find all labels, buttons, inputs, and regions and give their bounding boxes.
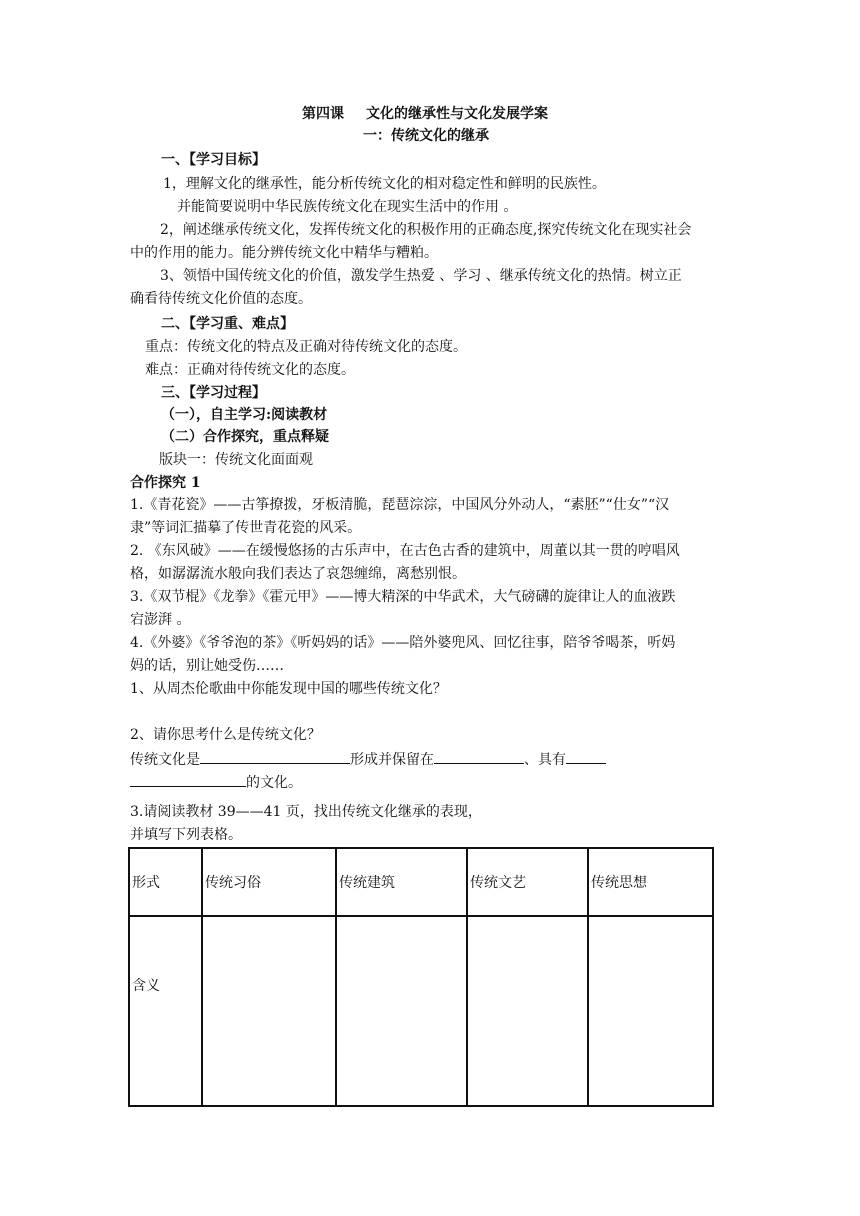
table-row (129, 916, 713, 1106)
page-subtitle: 一：传统文化的继承 (363, 128, 489, 144)
inquiry-heading: 合作探究 1 (130, 475, 201, 491)
page-title: 文化的继承性与文化发展学案 (366, 106, 548, 122)
table-header-cell: 传统文艺 (467, 848, 588, 916)
inquiry-line: 1.《青花瓷》——古筝撩拨，牙板清脆，琵琶淙淙，中国风分外动人，“素胚”“仕女”“汉 (130, 497, 670, 513)
question-2: 2、请你思考什么是传统文化？ (130, 727, 321, 743)
fill-blank-3[interactable] (566, 749, 606, 764)
inquiry-line: 隶”等词汇描摹了传世青花瓷的风采。 (130, 520, 362, 536)
inquiry-line: 宕澎湃 。 (130, 612, 191, 628)
fill-in-line-2 (130, 772, 302, 793)
table-empty-cell[interactable] (202, 916, 336, 1106)
goals-line: 并能简要说明中华民族传统文化在现实生活中的作用 。 (177, 199, 518, 215)
fill-text-d: 的文化。 (246, 775, 302, 791)
fill-blank-4[interactable] (130, 772, 246, 787)
goals-heading: 一、【学习目标】 (161, 152, 266, 168)
focus-key: 重点：传统文化的特点及正确对待传统文化的态度。 (145, 339, 467, 355)
tradition-table (128, 847, 714, 1107)
table-header-cell: 形式 (129, 848, 202, 916)
lesson-label: 第四课 (302, 106, 344, 122)
table-header-cell: 传统建筑 (336, 848, 467, 916)
question-3: 3.请阅读教材 39——41 页，找出传统文化继承的表现， (130, 804, 482, 820)
fill-blank-1[interactable] (200, 749, 350, 764)
process-step-2: （二）合作探究，重点释疑 (161, 429, 329, 445)
inquiry-line: 2. 《东风破》——在缓慢悠扬的古乐声中，在古色古香的建筑中，周董以其一贯的哼唱风 (130, 543, 680, 559)
table-empty-cell[interactable] (467, 916, 588, 1106)
table-header-cell: 传统思想 (588, 848, 713, 916)
fill-in-line-1 (130, 749, 606, 770)
focus-heading: 二、【学习重、难点】 (161, 316, 294, 332)
goals-line: 3、领悟中国传统文化的价值，激发学生热爱 、学习 、继承传统文化的热情。树立正 (160, 268, 682, 284)
fill-text-a: 传统文化是 (130, 752, 200, 768)
fill-text-b: 形成并保留在 (350, 752, 434, 768)
goals-line: 1，理解文化的继承性，能分析传统文化的相对稳定性和鲜明的民族性。 (163, 176, 606, 192)
module-heading: 版块一：传统文化面面观 (159, 452, 313, 468)
table-empty-cell[interactable] (588, 916, 713, 1106)
focus-difficult: 难点：正确对待传统文化的态度。 (145, 362, 355, 378)
inquiry-line: 4.《外婆》《爷爷泡的茶》《听妈妈的话》——陪外婆兜风、回忆往事，陪爷爷喝茶，听妈 (130, 635, 676, 651)
question-1: 1、从周杰伦歌曲中你能发现中国的哪些传统文化？ (130, 681, 447, 697)
table-empty-cell[interactable] (336, 916, 467, 1106)
goals-line: 确看待传统文化价值的态度。 (130, 291, 312, 307)
goals-line: 2，阐述继承传统文化，发挥传统文化的积极作用的正确态度,探究传统文化在现实社会 (160, 222, 692, 238)
inquiry-line: 3.《双节棍》《龙拳》《霍元甲》——博大精深的中华武术，大气磅礴的旋律让人的血液跌 (130, 589, 676, 605)
process-heading: 三、【学习过程】 (161, 385, 266, 401)
fill-blank-2[interactable] (434, 749, 524, 764)
goals-line: 中的作用的能力。能分辨传统文化中精华与糟粕。 (130, 245, 438, 261)
fill-text-c: 、具有 (524, 752, 566, 768)
process-step-1: （一），自主学习:阅读教材 (161, 407, 328, 423)
table-row-label: 含义 (129, 916, 202, 1106)
inquiry-line: 妈的话，别让她受伤…… (130, 658, 284, 674)
table-header-row (129, 848, 713, 916)
question-3-instruction: 并填写下列表格。 (130, 827, 242, 843)
table-header-cell: 传统习俗 (202, 848, 336, 916)
inquiry-line: 格，如潺潺流水般向我们表达了哀怨缠绵，离愁别恨。 (130, 566, 466, 582)
